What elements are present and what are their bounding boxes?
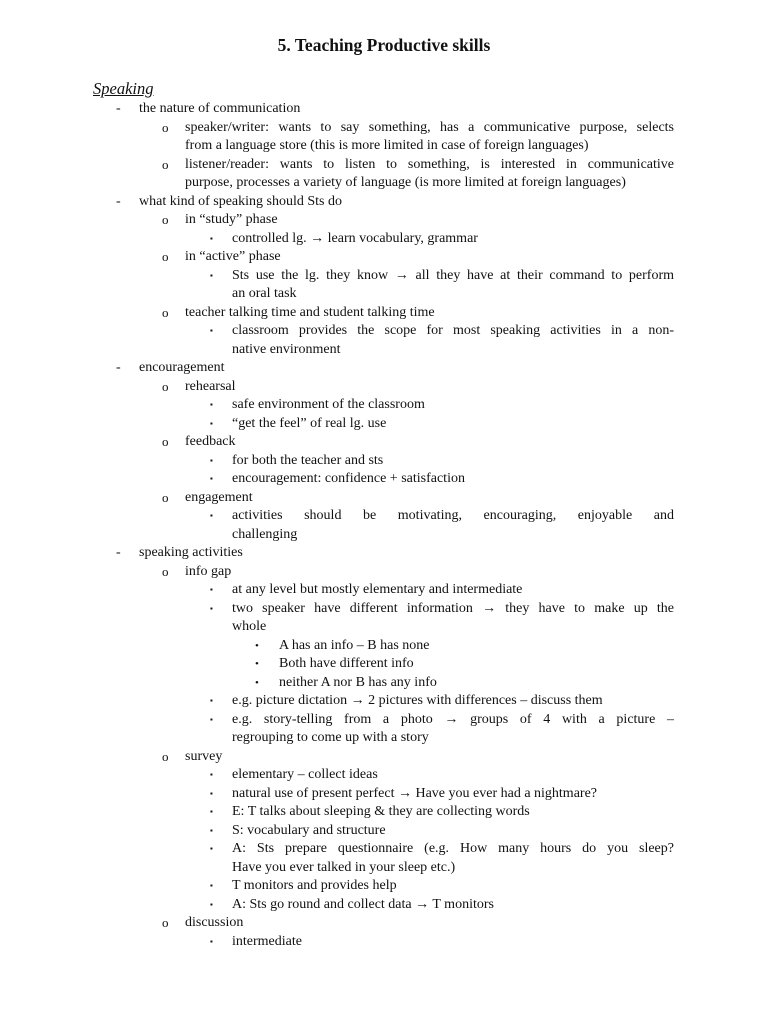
outline-text: native environment	[232, 341, 341, 357]
outline-item-level-1	[0, 100, 768, 119]
outline-item-level-3	[0, 803, 768, 822]
outline-item-level-3	[0, 322, 768, 341]
outline-text: speaker/writer: wants to say something, has a communicative purpose, selects	[185, 119, 674, 135]
square-bullet-icon: ▪	[210, 807, 213, 816]
outline-item-level-3	[0, 877, 768, 896]
square-bullet-icon: ▪	[210, 455, 213, 465]
outline-item-level-2	[0, 156, 768, 175]
outline-continuation-line	[0, 137, 768, 156]
circle-marker: o	[162, 748, 169, 764]
circle-marker: o	[162, 563, 169, 579]
outline-text: from a language store (this is more limited in case of foreign languages)	[185, 138, 589, 153]
outline-text: A: Sts prepare questionnaire (e.g. How many hours do you sleep?	[232, 841, 674, 856]
outline-continuation-line	[0, 285, 768, 304]
square-bullet-icon: ▪	[210, 825, 213, 835]
square-bullet-icon: ▪	[210, 881, 213, 890]
circle-marker: o	[162, 119, 169, 135]
square-bullet-icon: ▪	[210, 418, 213, 428]
outline-item-level-1	[0, 544, 768, 563]
outline-text: elementary – collect ideas	[232, 767, 378, 782]
outline-item-level-3	[0, 230, 768, 249]
outline-text: S: vocabulary and structure	[232, 822, 386, 838]
outline-item-level-3	[0, 933, 768, 952]
outline-item-level-2	[0, 304, 768, 323]
outline-item-level-3	[0, 396, 768, 415]
outline-item-level-2	[0, 914, 768, 933]
outline-text: Sts use the lg. they know → all they have at their command to perform	[232, 267, 674, 283]
outline-item-level-3	[0, 452, 768, 471]
outline-text: listener/reader: wants to listen to something, is interested in communicative	[185, 156, 674, 172]
square-bullet-icon: ▪	[210, 844, 213, 853]
outline-item-level-4	[0, 655, 768, 674]
outline-text: E: T talks about sleeping & they are collecting words	[232, 804, 530, 819]
round-bullet-icon: •	[255, 658, 259, 670]
circle-marker: o	[162, 378, 169, 394]
outline-text: survey	[185, 748, 223, 764]
outline-item-level-2	[0, 433, 768, 452]
circle-marker: o	[162, 434, 169, 449]
outline-item-level-3	[0, 822, 768, 841]
circle-marker: o	[162, 249, 169, 264]
square-bullet-icon: ▪	[210, 585, 213, 594]
outline-item-level-3	[0, 766, 768, 785]
outline-text: rehearsal	[185, 378, 236, 394]
outline-text: T monitors and provides help	[232, 878, 397, 893]
outline-item-level-3	[0, 692, 768, 711]
circle-marker: o	[162, 156, 169, 172]
circle-marker: o	[162, 304, 169, 320]
outline-item-level-4	[0, 674, 768, 693]
round-bullet-icon: •	[255, 676, 259, 689]
outline-continuation-line	[0, 729, 768, 748]
outline-item-level-3	[0, 415, 768, 434]
outline-item-level-3	[0, 896, 768, 915]
outline-item-level-3	[0, 600, 768, 619]
outline-item-level-3	[0, 267, 768, 286]
square-bullet-icon: ▪	[210, 714, 213, 724]
square-bullet-icon: ▪	[210, 270, 213, 280]
outline-text: Both have different info	[279, 656, 414, 671]
outline-item-level-3	[0, 785, 768, 804]
outline-text: speaking activities	[139, 545, 243, 560]
section-heading: Speaking	[93, 79, 154, 98]
outline-continuation-line	[0, 618, 768, 637]
outline-text: e.g. story-telling from a photo → groups of 4 with a picture –	[232, 711, 674, 727]
outline-text: info gap	[185, 563, 232, 579]
outline-text: what kind of speaking should Sts do	[139, 193, 342, 209]
outline-continuation-line	[0, 526, 768, 545]
outline-text: Have you ever talked in your sleep etc.)	[232, 859, 456, 875]
round-bullet-icon: •	[255, 639, 259, 652]
outline-text: teacher talking time and student talking time	[185, 304, 435, 320]
outline-text: A: Sts go round and collect data → T monitors	[232, 896, 494, 912]
dash-marker: -	[116, 360, 121, 375]
outline-text: classroom provides the scope for most speaking activities in a non-	[232, 323, 674, 338]
outline-text: the nature of communication	[139, 101, 301, 116]
outline-text: in “study” phase	[185, 212, 278, 227]
outline-item-level-2	[0, 211, 768, 230]
square-bullet-icon: ▪	[210, 511, 213, 520]
outline-text: for both the teacher and sts	[232, 452, 384, 468]
circle-marker: o	[162, 212, 169, 227]
outline-text: activities should be motivating, encouraging, enjoyable and	[232, 508, 674, 523]
outline-item-level-1	[0, 193, 768, 212]
outline-item-level-3	[0, 507, 768, 526]
outline-text: e.g. picture dictation → 2 pictures with differences – discuss them	[232, 693, 603, 708]
outline-text: feedback	[185, 434, 236, 449]
outline-text: encouragement	[139, 360, 225, 375]
square-bullet-icon: ▪	[210, 899, 213, 909]
outline-text: intermediate	[232, 933, 302, 949]
outline-item-level-3	[0, 581, 768, 600]
outline-text: an oral task	[232, 286, 297, 301]
dash-marker: -	[116, 193, 121, 209]
outline-continuation-line	[0, 341, 768, 360]
outline-item-level-3	[0, 711, 768, 730]
outline-text: safe environment of the classroom	[232, 397, 425, 412]
outline-item-level-1	[0, 359, 768, 378]
outline-text: discussion	[185, 915, 244, 930]
circle-marker: o	[162, 915, 169, 930]
dash-marker: -	[116, 545, 121, 560]
outline-text: engagement	[185, 489, 253, 505]
dash-marker: -	[116, 101, 121, 116]
square-bullet-icon: ▪	[210, 233, 213, 243]
square-bullet-icon: ▪	[210, 603, 213, 613]
circle-marker: o	[162, 489, 169, 505]
outline-item-level-3	[0, 840, 768, 859]
outline-text: challenging	[232, 526, 298, 542]
outline-text: “get the feel” of real lg. use	[232, 415, 387, 431]
outline-text: A has an info – B has none	[279, 637, 430, 653]
outline-text: at any level but mostly elementary and intermediate	[232, 582, 523, 597]
square-bullet-icon: ▪	[210, 474, 213, 483]
outline-item-level-2	[0, 748, 768, 767]
square-bullet-icon: ▪	[210, 400, 213, 409]
outline-text: in “active” phase	[185, 249, 281, 264]
outline-text: natural use of present perfect → Have you ever had a nightmare?	[232, 785, 598, 801]
outline-item-level-4	[0, 637, 768, 656]
square-bullet-icon: ▪	[210, 770, 213, 779]
outline-text: whole	[232, 619, 267, 634]
outline-text: encouragement: confidence + satisfaction	[232, 471, 465, 486]
outline-continuation-line	[0, 174, 768, 193]
outline-continuation-line	[0, 859, 768, 878]
outline-text: controlled lg. → learn vocabulary, grammar	[232, 230, 478, 246]
outline-list	[0, 100, 768, 951]
outline-text: neither A nor B has any info	[279, 674, 437, 690]
outline-item-level-2	[0, 248, 768, 267]
outline-item-level-2	[0, 489, 768, 508]
square-bullet-icon: ▪	[210, 696, 213, 705]
square-bullet-icon: ▪	[210, 936, 213, 946]
outline-text: regrouping to come up with a story	[232, 730, 429, 745]
outline-item-level-3	[0, 470, 768, 489]
square-bullet-icon: ▪	[210, 326, 213, 335]
page-title: 5. Teaching Productive skills	[277, 35, 491, 55]
outline-item-level-2	[0, 119, 768, 138]
outline-text: two speaker have different information → they have to make up the	[232, 600, 674, 616]
outline-item-level-2	[0, 563, 768, 582]
outline-item-level-2	[0, 378, 768, 397]
square-bullet-icon: ▪	[210, 788, 213, 798]
outline-text: purpose, processes a variety of language (is more limited at foreign languages)	[185, 175, 626, 190]
